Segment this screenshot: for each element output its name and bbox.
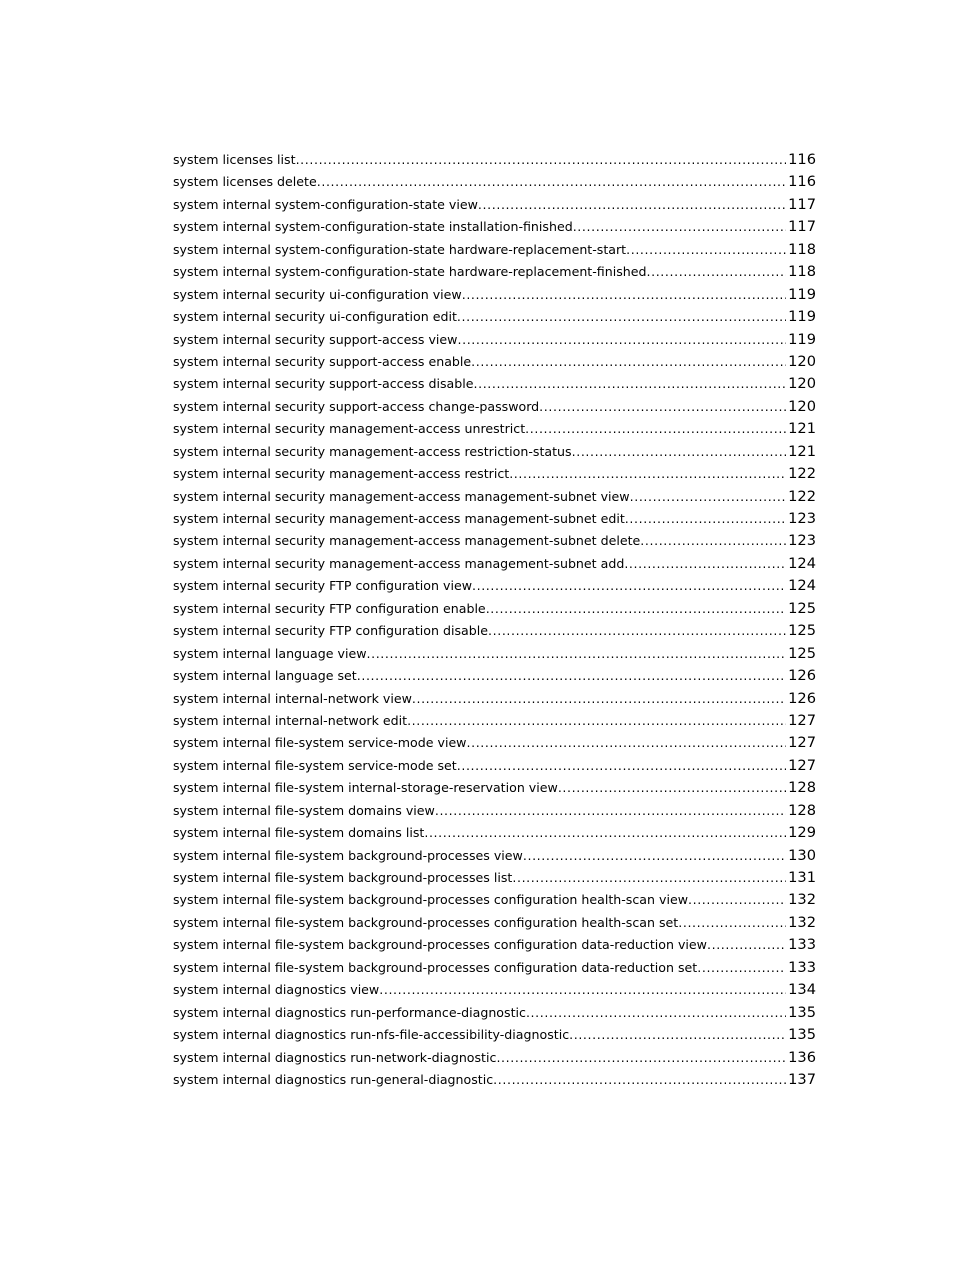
toc-entry[interactable] [173,351,816,373]
toc-entry-title: system internal security management-access management-subnet edit [173,511,625,526]
toc-entry-page-number: 119 [788,330,816,348]
toc-entry[interactable] [173,688,816,710]
toc-entry[interactable] [173,149,816,171]
toc-entry-page-number: 127 [788,756,816,774]
toc-entry-title: system internal file-system background-processes list [173,870,513,885]
toc-entry-page-number: 123 [788,532,816,550]
toc-entry[interactable] [173,665,816,687]
toc-entry[interactable] [173,329,816,351]
toc-entry-title: system internal language set [173,668,357,684]
toc-entry[interactable] [173,396,816,418]
toc-dot-leader [367,643,787,665]
toc-entry[interactable] [173,710,816,732]
toc-entry-title: system internal security FTP configuration view [173,578,472,594]
toc-entry[interactable] [173,239,816,261]
toc-dot-leader [558,777,786,799]
toc-entry[interactable] [173,261,816,283]
toc-entry-title: system internal file-system background-processes configuration health-scan view [173,892,688,908]
toc-entry[interactable] [173,643,816,665]
toc-dot-leader [467,732,787,754]
toc-dot-leader [407,710,786,732]
toc-entry-page-number: 132 [788,891,816,909]
toc-entry[interactable] [173,777,816,799]
toc-entry[interactable] [173,822,816,844]
toc-entry-page-number: 133 [788,958,816,976]
toc-dot-leader [523,845,786,867]
toc-entry-page-number: 116 [788,151,816,168]
toc-dot-leader [296,149,787,171]
toc-entry[interactable] [173,1024,816,1046]
toc-entry-title: system internal system-configuration-state hardware-replacement-finished [173,264,647,280]
toc-entry-title: system internal security management-access management-subnet delete [173,533,641,549]
toc-entry[interactable] [173,867,816,889]
toc-dot-leader [707,934,786,956]
toc-entry-title: system internal internal-network view [173,690,412,706]
toc-entry-page-number: 135 [788,1003,816,1021]
toc-entry-page-number: 121 [788,442,816,460]
toc-dot-leader [478,194,786,216]
toc-dot-leader [509,463,786,485]
toc-entry-page-number: 126 [788,689,816,707]
toc-entry-page-number: 128 [788,801,816,819]
toc-dot-leader [630,486,787,508]
toc-dot-leader [474,373,787,395]
toc-entry-title: system internal security management-access management-subnet view [173,488,630,504]
toc-entry-title: system internal file-system domains view [173,802,435,818]
toc-entry-page-number: 132 [788,913,816,931]
toc-entry[interactable] [173,373,816,395]
toc-entry-page-number: 124 [788,577,816,595]
toc-entry-title: system internal security support-access disable [173,376,474,392]
toc-entry-page-number: 123 [788,510,816,527]
toc-entry[interactable] [173,1002,816,1024]
toc-entry-title: system internal file-system background-processes configuration health-scan set [173,914,679,930]
toc-entry-page-number: 119 [788,285,816,303]
toc-dot-leader [435,800,786,822]
toc-dot-leader [539,396,786,418]
toc-entry[interactable] [173,508,816,530]
toc-entry[interactable] [173,845,816,867]
toc-entry-page-number: 117 [788,195,816,213]
toc-entry-page-number: 130 [788,846,816,864]
toc-dot-leader [496,1047,786,1069]
toc-entry-title: system internal diagnostics view [173,982,380,998]
toc-dot-leader [317,171,786,193]
toc-entry-title: system internal security support-access change-password [173,398,540,414]
toc-dot-leader [526,1002,786,1024]
toc-entry-title: system internal security support-access enable [173,353,472,369]
toc-dot-leader [424,822,786,844]
toc-entry-page-number: 120 [788,375,816,393]
toc-entry[interactable] [173,284,816,306]
toc-entry-page-number: 125 [788,599,816,617]
toc-dot-leader [569,1024,786,1046]
toc-dot-leader [647,261,787,283]
toc-entry[interactable] [173,889,816,911]
toc-entry[interactable] [173,1047,816,1069]
toc-entry-title: system internal file-system service-mode view [173,735,467,751]
toc-entry-title: system internal security ui-configuration edit [173,309,457,325]
toc-dot-leader [471,351,786,373]
toc-entry-title: system internal file-system service-mode set [173,757,457,773]
toc-dot-leader [357,665,786,687]
toc-entry-title: system internal security support-access view [173,331,458,347]
toc-entry-page-number: 118 [788,240,816,258]
toc-entry[interactable] [173,575,816,597]
toc-dot-leader [488,620,786,642]
toc-entry[interactable] [173,216,816,238]
toc-entry[interactable] [173,1069,816,1091]
toc-entry-title: system internal diagnostics run-network-diagnostic [173,1049,497,1065]
toc-entry-title: system internal security FTP configuration enable [173,600,486,616]
toc-entry[interactable] [173,957,816,979]
toc-entry[interactable] [173,553,816,575]
toc-entry-title: system internal file-system background-processes view [173,847,523,863]
toc-dot-leader [457,329,786,351]
toc-dot-leader [640,530,786,552]
toc-entry-title: system internal security management-access unrestrict [173,421,526,437]
toc-entry-title: system licenses delete [173,174,317,190]
toc-entry[interactable] [173,530,816,552]
toc-entry-title: system internal system-configuration-state installation-finished [173,219,573,235]
toc-dot-leader [573,216,786,238]
toc-dot-leader [572,441,787,463]
toc-entry-page-number: 124 [788,554,816,572]
toc-dot-leader [379,979,786,1001]
toc-entry-title: system internal diagnostics run-nfs-file-accessibility-diagnostic [173,1027,570,1043]
toc-entry-page-number: 128 [788,779,816,797]
toc-dot-leader [624,553,786,575]
toc-entry-page-number: 120 [788,352,816,370]
toc-entry[interactable] [173,755,816,777]
toc-entry-page-number: 122 [788,465,816,483]
toc-entry[interactable] [173,732,816,754]
toc-entry[interactable] [173,486,816,508]
toc-dot-leader [472,575,786,597]
toc-entry-page-number: 125 [788,644,816,662]
toc-entry-page-number: 126 [788,667,816,685]
toc-dot-leader [512,867,786,889]
toc-entry-page-number: 116 [788,173,816,191]
toc-entry[interactable] [173,934,816,956]
toc-entry-title: system internal security FTP configuration disable [173,623,489,639]
toc-entry[interactable] [173,306,816,328]
toc-dot-leader [688,889,786,911]
toc-entry-page-number: 136 [788,1048,816,1066]
toc-entry[interactable] [173,441,816,463]
table-of-contents [173,149,816,1091]
toc-entry[interactable] [173,418,816,440]
toc-entry[interactable] [173,912,816,934]
toc-entry-title: system internal diagnostics run-performance-diagnostic [173,1004,526,1020]
toc-dot-leader [697,957,786,979]
toc-entry-page-number: 119 [788,308,816,326]
toc-entry-title: system internal file-system internal-storage-reservation view [173,780,558,796]
toc-entry-page-number: 117 [788,218,816,236]
toc-dot-leader [412,688,786,710]
toc-entry[interactable] [173,194,816,216]
toc-entry[interactable] [173,620,816,642]
toc-entry-page-number: 127 [788,711,816,729]
toc-entry-title: system internal file-system domains list [173,825,425,841]
toc-entry-title: system internal file-system background-processes configuration data-reduction view [173,937,707,953]
toc-entry-page-number: 133 [788,936,816,954]
toc-entry-page-number: 127 [788,734,816,752]
toc-dot-leader [462,284,786,306]
toc-dot-leader [457,306,786,328]
toc-dot-leader [626,239,786,261]
toc-entry-title: system internal security management-access management-subnet add [173,555,625,571]
toc-entry-page-number: 129 [788,824,816,842]
toc-entry-title: system internal security ui-configuration view [173,286,462,302]
toc-entry-page-number: 134 [788,981,816,999]
toc-entry-page-number: 120 [788,397,816,415]
toc-entry-page-number: 135 [788,1026,816,1044]
toc-entry[interactable] [173,979,816,1001]
toc-dot-leader [625,508,786,530]
toc-dot-leader [486,598,786,620]
toc-entry[interactable] [173,800,816,822]
toc-entry-title: system internal file-system background-processes configuration data-reduction set [173,959,698,975]
toc-entry-page-number: 137 [788,1070,816,1088]
toc-dot-leader [493,1069,786,1091]
toc-dot-leader [525,418,786,440]
toc-entry-title: system internal security management-access restrict [173,466,510,482]
toc-entry[interactable] [173,463,816,485]
toc-entry-title: system internal system-configuration-state hardware-replacement-start [173,241,627,257]
toc-entry[interactable] [173,598,816,620]
toc-entry-title: system internal diagnostics run-general-diagnostic [173,1071,494,1087]
toc-entry-title: system internal security management-access restriction-status [173,443,572,459]
toc-entry-page-number: 121 [788,420,816,438]
toc-entry-page-number: 131 [788,869,816,886]
toc-entry-title: system internal internal-network edit [173,712,408,728]
toc-dot-leader [457,755,786,777]
toc-entry-title: system internal system-configuration-state view [173,196,478,212]
toc-entry-title: system licenses list [173,152,296,167]
toc-entry-page-number: 125 [788,622,816,640]
toc-entry[interactable] [173,171,816,193]
toc-entry-title: system internal language view [173,645,367,661]
toc-dot-leader [678,912,786,934]
toc-entry-page-number: 122 [788,487,816,505]
toc-entry-page-number: 118 [788,263,816,281]
